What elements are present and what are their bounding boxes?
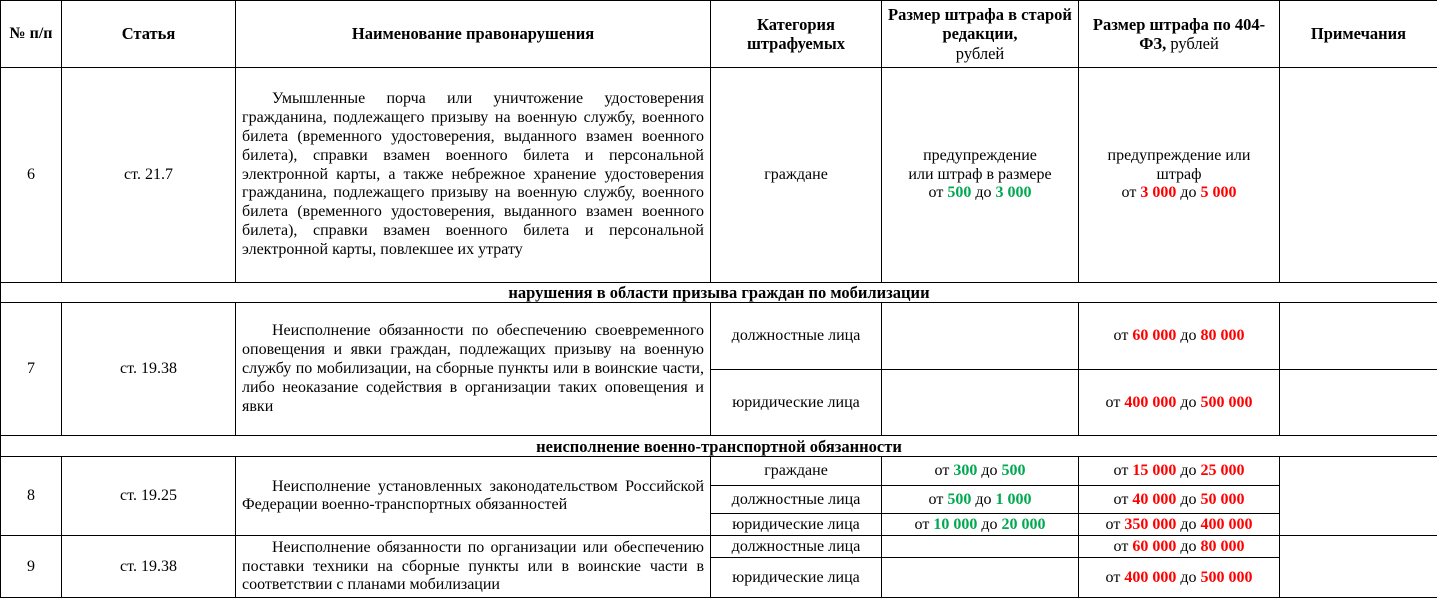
row6-num: 6 (1, 68, 62, 283)
table-row-9 (1, 536, 1437, 558)
word-to: до (1180, 184, 1197, 202)
row7-description-text: Неисполнение обязанности по обеспечению своевременного оповещения и явки граждан, подлежащих призыву на военную службу по мобилизации, на сборные пункты или в воинские части, либо неоказание содействия в организации таких оповещения и явки (242, 322, 704, 415)
table-row-6 (1, 68, 1437, 283)
word-from: от (1105, 393, 1121, 411)
row8-old-min-3: 10 000 (933, 515, 978, 533)
header-new-fine-title: Размер штрафа по 404-ФЗ, (1092, 14, 1266, 53)
row9-new-fine-1 (1079, 536, 1280, 558)
row6-article: ст. 21.7 (62, 68, 236, 283)
header-num: № п/п (1, 1, 62, 68)
row7-old-fine-1 (882, 303, 1079, 370)
header-new-fine (1079, 1, 1280, 68)
row8-article: ст. 19.25 (62, 457, 236, 536)
header-article: Статья (62, 1, 236, 68)
row8-category-2: должностные лица (711, 486, 882, 514)
row7-new-fine-1 (1079, 303, 1280, 370)
header-notes: Примечания (1280, 1, 1437, 68)
word-to: до (981, 462, 998, 480)
word-to: до (1180, 393, 1197, 411)
header-category (711, 1, 882, 68)
word-to: до (1180, 490, 1197, 508)
header-category-line1: Категория (757, 14, 835, 34)
row6-old-max: 3 000 (995, 184, 1032, 202)
row7-new-min-2: 400 000 (1124, 393, 1177, 411)
row8-new-max-1: 25 000 (1200, 462, 1245, 480)
word-from: от (1113, 462, 1129, 480)
row6-new-fine (1079, 68, 1280, 283)
word-to: до (1180, 327, 1197, 345)
row9-num: 9 (1, 536, 62, 598)
row9-notes (1280, 536, 1437, 598)
row9-description (236, 536, 711, 598)
row8-old-min-2: 500 (947, 490, 972, 508)
row9-old-fine-1 (882, 536, 1079, 558)
row7-article: ст. 19.38 (62, 303, 236, 436)
row6-old-warning: предупреждение (923, 146, 1037, 164)
row7-description (236, 303, 711, 436)
word-to: до (975, 490, 992, 508)
row6-old-fine (882, 68, 1079, 283)
row6-category: граждане (711, 68, 882, 283)
header-name: Наименование правонарушения (236, 1, 711, 68)
word-from: от (1105, 515, 1121, 533)
row7-category-2: юридические лица (711, 370, 882, 436)
row6-new-warning-or: предупреждение или (1107, 146, 1251, 164)
row8-description-text: Неисполнение установленных законодательством Российской Федерации военно-транспортных обязанностей (242, 477, 704, 514)
word-to: до (1180, 515, 1197, 533)
row7-new-max-1: 80 000 (1200, 327, 1245, 345)
row6-notes (1280, 68, 1437, 283)
row7-notes-2 (1280, 370, 1437, 436)
row7-notes-1 (1280, 303, 1437, 370)
header-old-fine (882, 1, 1079, 68)
row8-category-1: граждане (711, 457, 882, 486)
row8-new-min-1: 15 000 (1132, 462, 1177, 480)
row8-new-min-2: 40 000 (1132, 490, 1177, 508)
row7-old-fine-2 (882, 370, 1079, 436)
word-from: от (1113, 490, 1129, 508)
header-row (1, 1, 1437, 68)
row8-new-fine-2 (1079, 486, 1280, 514)
word-from: от (1105, 568, 1121, 586)
table-row-7 (1, 303, 1437, 370)
row8-old-max-3: 20 000 (1001, 515, 1046, 533)
row6-description (236, 68, 711, 283)
header-new-fine-unit: рублей (1170, 34, 1219, 53)
row9-article: ст. 19.38 (62, 536, 236, 598)
header-old-fine-title: Размер штрафа в старой редакции, (888, 4, 1072, 44)
row9-new-fine-2 (1079, 558, 1280, 598)
word-from: от (934, 462, 950, 480)
row9-new-max-2: 500 000 (1200, 568, 1253, 586)
row8-old-fine-1 (882, 457, 1079, 486)
row9-category-1: должностные лица (711, 536, 882, 558)
word-from: от (1121, 184, 1137, 202)
row6-new-fine-word: штраф (1156, 165, 1202, 183)
row9-description-text: Неисполнение обязанности по организации или обеспечению поставки техники на сборные пункты или в воинские части в соответствии с планами мобилизации (242, 538, 704, 594)
row8-new-fine-1 (1079, 457, 1280, 486)
word-from: от (928, 184, 944, 202)
row8-old-fine-2 (882, 486, 1079, 514)
word-to: до (1180, 462, 1197, 480)
word-from: от (928, 490, 944, 508)
row7-num: 7 (1, 303, 62, 436)
row6-new-max: 5 000 (1200, 184, 1237, 202)
row7-new-max-2: 500 000 (1200, 393, 1253, 411)
row8-category-3: юридические лица (711, 514, 882, 536)
row8-new-max-2: 50 000 (1200, 490, 1245, 508)
word-to: до (981, 515, 998, 533)
section-row-transport (1, 436, 1437, 457)
row6-new-min: 3 000 (1140, 184, 1177, 202)
row8-new-max-3: 400 000 (1200, 515, 1253, 533)
row8-description (236, 457, 711, 536)
word-to: до (975, 184, 992, 202)
row9-new-min-1: 60 000 (1132, 537, 1177, 555)
word-from: от (1113, 537, 1129, 555)
header-category-line2: штрафуемых (746, 34, 846, 53)
row7-new-fine-2 (1079, 370, 1280, 436)
section-row-mobilization (1, 283, 1437, 303)
row8-old-min-1: 300 (953, 462, 978, 480)
row9-new-min-2: 400 000 (1124, 568, 1177, 586)
row8-old-fine-3 (882, 514, 1079, 536)
header-old-fine-unit: рублей (955, 43, 1005, 63)
row8-old-max-1: 500 (1001, 462, 1026, 480)
word-to: до (1180, 537, 1197, 555)
table-row-8 (1, 457, 1437, 486)
row7-category-1: должностные лица (711, 303, 882, 370)
row6-description-text: Умышленные порча или уничтожение удостоверения гражданина, подлежащего призыву на военную службу, военного билета (временного удостоверения, выданного взамен военного билета), справки взамен военного билета и персональной электронной карты, а также небрежное хранение удостоверения гражданина, подлежащего призыву на военную службу, военного билета (временного удостоверения, выданного взамен военного билета), справки взамен военного билета и персональной электронной карты, повлекшее их утрату (242, 90, 704, 259)
word-from: от (914, 515, 930, 533)
section-title-transport: неисполнение военно-транспортной обязанности (1, 436, 1437, 457)
word-from: от (1113, 327, 1129, 345)
row8-num: 8 (1, 457, 62, 536)
row8-notes (1280, 457, 1437, 536)
row6-old-or-fine: или штраф в размере (908, 165, 1052, 183)
row9-category-2: юридические лица (711, 558, 882, 598)
section-title-mobilization: нарушения в области призыва граждан по мобилизации (1, 283, 1437, 303)
row8-new-fine-3 (1079, 514, 1280, 536)
row8-new-min-3: 350 000 (1124, 515, 1177, 533)
row7-new-min-1: 60 000 (1132, 327, 1177, 345)
word-to: до (1180, 568, 1197, 586)
row6-old-min: 500 (947, 184, 972, 202)
row9-old-fine-2 (882, 558, 1079, 598)
row8-old-max-2: 1 000 (995, 490, 1032, 508)
row9-new-max-1: 80 000 (1200, 537, 1245, 555)
